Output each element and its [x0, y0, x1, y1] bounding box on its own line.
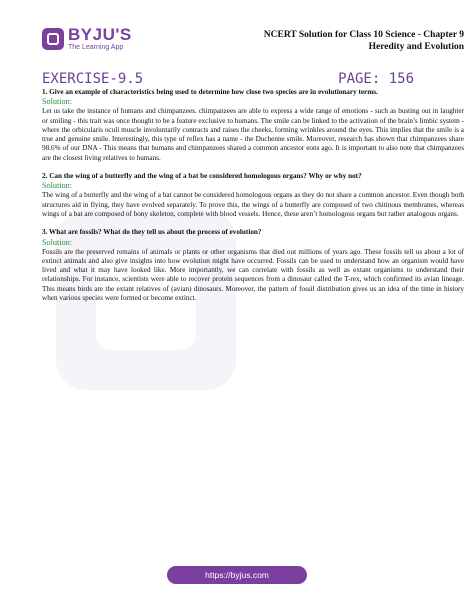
page-label: PAGE: 156	[338, 71, 414, 87]
question-block	[42, 172, 464, 219]
exercise-heading	[42, 71, 414, 87]
document-title-line1: NCERT Solution for Class 10 Science - Chapter 9	[263, 30, 464, 40]
document-title	[264, 29, 464, 53]
solution-label: Solution:	[42, 237, 73, 247]
question-block	[42, 228, 464, 303]
answer-text: Fossils are the preserved remains of animals or plants or other organisms that died out millions of years ago. These fossils tell us about a lot of extinct animals and also give insights into how evolution might have occurred. Fossils can be used to understand how an organism would have lived and what it may have looked like. More importantly, we can correlate with fossils as well as extant organisms to understand their relationships. For instance, scientists were able to recover protein sequences from a dinosaur called the T-rex, which confirmed its avian lineage. This means birds are the extant relatives of (avian) dinosaurs. Moreover, the pattern of fossil distribution gives us an idea of the time in history when various species were formed or become extinct.	[42, 247, 464, 303]
exercise-label: EXERCISE-9.5	[42, 71, 144, 87]
logo-name: BYJU'S	[68, 25, 132, 44]
question-text: 3. What are fossils? What do they tell us about the process of evolution?	[42, 228, 262, 237]
question-text: 2. Can the wing of a butterfly and the wing of a bat be considered homologous organs? Why or why not?	[42, 172, 362, 181]
footer-url[interactable]: https://byjus.com	[205, 570, 269, 580]
document-title-line2: Heredity and Evolution	[368, 42, 464, 52]
question-text: 1. Give an example of characteristics being used to determine how close two species are in evolutionary terms.	[42, 88, 378, 96]
footer-url-link[interactable]	[167, 566, 307, 584]
questions-content	[42, 88, 464, 312]
answer-text: The wing of a butterfly and the wing of a bat cannot be considered homologous organs as they do not share a common ancestor. Even though both structures aid in flying, they have evolved separately. To prove this, the wings of a butterfly are composed of two chitinous membranes, whereas wings of a bat are composed of bony skeleton, complete with blood vessels. Hence, these aren’t homologous organs but rather analogous organs.	[42, 191, 464, 218]
byjus-badge-icon	[42, 28, 64, 50]
solution-label: Solution:	[42, 181, 73, 191]
byjus-logo[interactable]	[42, 26, 132, 51]
logo-tagline: The Learning App	[68, 44, 124, 51]
solution-label: Solution:	[42, 97, 73, 107]
question-block	[42, 88, 464, 163]
answer-text: Let us take the instance of humans and chimpanzees. chimpanzees are able to express a wide range of emotions - such as busting out in laughter or smiling - this trait was once thought to be a feature exclusive to humans. The smile can be linked to the activation of the brain’s limbic system - where the orbicularis oculi muscle involuntarily contracts and raises the cheeks, forming wrinkles around the eyes. This implies that the smile is a true and genuine smile. Interestingly, this type of reflex has a name - the Duchenne smile. Moreover, research has shown that chimpanzees share 98.6% of our DNA - This means that humans and chimpanzees shared a common ancestor eons ago. It is important to also note that chimpanzees are the closest living relatives to humans.	[42, 107, 464, 162]
